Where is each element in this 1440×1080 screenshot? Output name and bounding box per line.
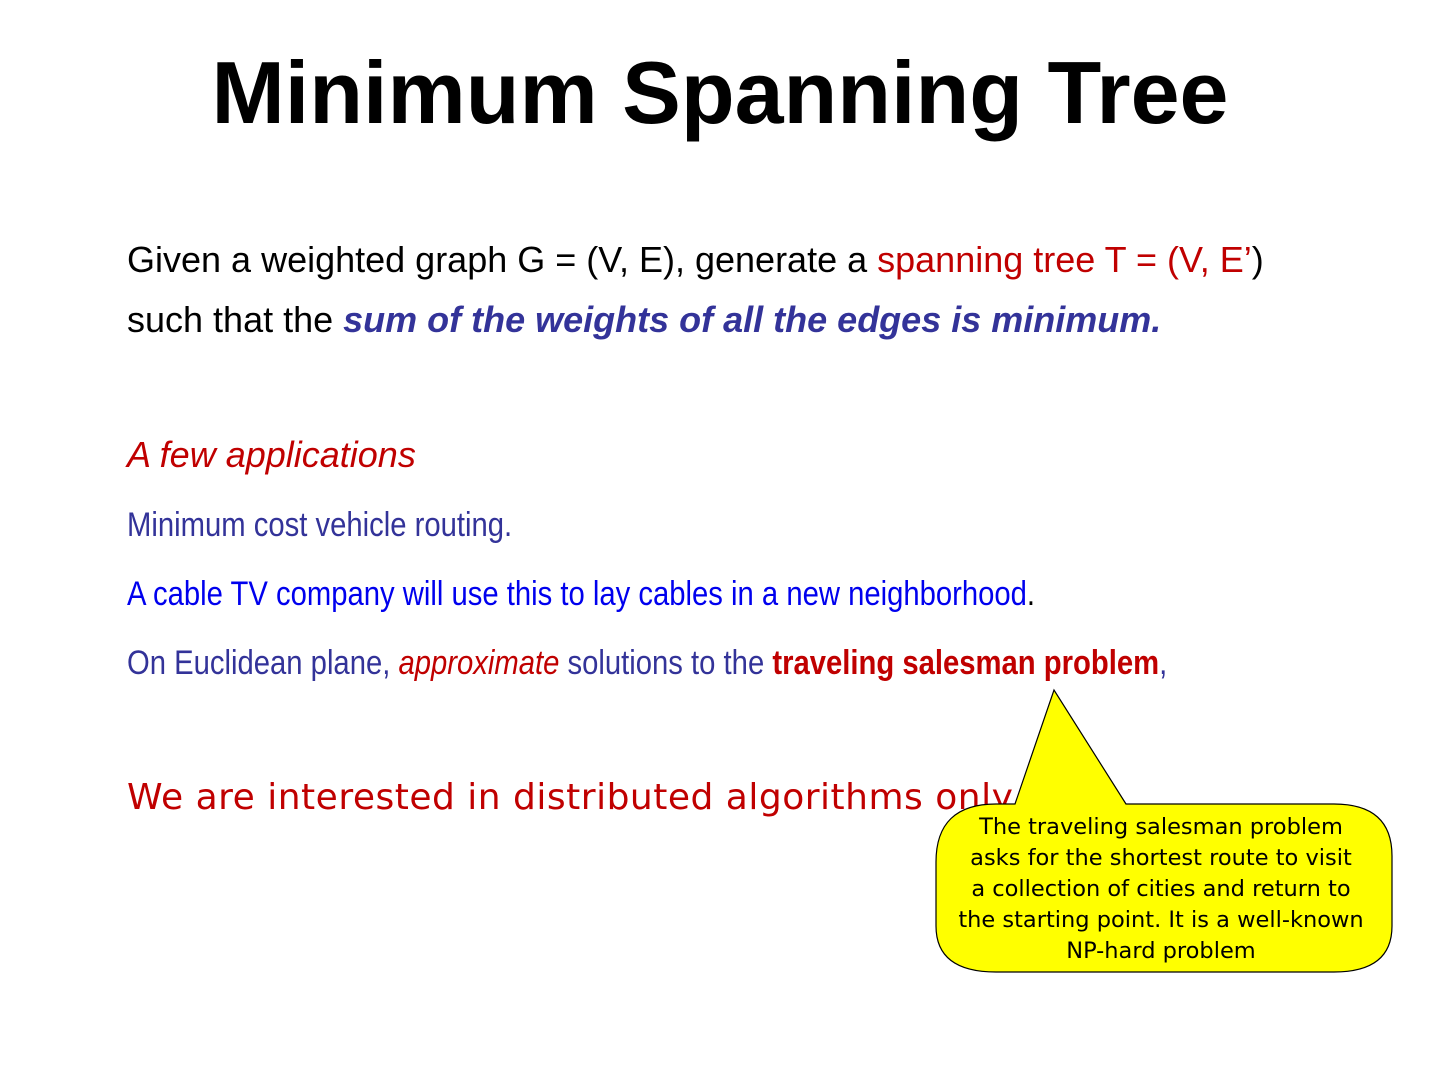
spanning-tree-definition: spanning tree T = (V, E’ <box>877 239 1252 280</box>
callout-text <box>926 812 1396 967</box>
intro-text-2: ) such that the <box>127 239 1264 340</box>
application-item-cable-tv <box>127 574 1035 614</box>
callout-line-5: NP-hard problem <box>1066 938 1256 964</box>
application-tsp-text-2: solutions to the <box>559 644 773 682</box>
application-cable-tv-period: . <box>1026 575 1036 613</box>
callout-line-3: a collection of cities and return to <box>971 876 1351 902</box>
callout-line-2: asks for the shortest route to visit <box>970 845 1352 871</box>
application-cable-tv-text: A cable TV company will use this to lay cables in a new neighborhood <box>127 575 1027 613</box>
application-item-tsp <box>127 643 1167 683</box>
slide-title: Minimum Spanning Tree <box>211 43 1229 142</box>
intro-text-1: Given a weighted graph G = (V, E), generate a <box>127 239 878 280</box>
applications-heading: A few applications <box>127 434 416 475</box>
application-tsp-comma: , <box>1159 644 1168 682</box>
intro-paragraph <box>127 230 1327 350</box>
application-tsp-approximate: approximate <box>398 644 560 682</box>
tsp-callout <box>920 686 1400 978</box>
application-tsp-term: traveling salesman problem <box>772 644 1160 682</box>
callout-line-4: the starting point. It is a well-known <box>958 907 1364 933</box>
closing-statement: We are interested in distributed algorithms only <box>127 777 1014 818</box>
application-item-vehicle-routing: Minimum cost vehicle routing. <box>127 506 513 544</box>
callout-line-1: The traveling salesman problem <box>979 814 1343 840</box>
application-tsp-text-1: On Euclidean plane, <box>127 644 399 682</box>
minimum-weight-emphasis: sum of the weights of all the edges is minimum. <box>343 299 1162 340</box>
